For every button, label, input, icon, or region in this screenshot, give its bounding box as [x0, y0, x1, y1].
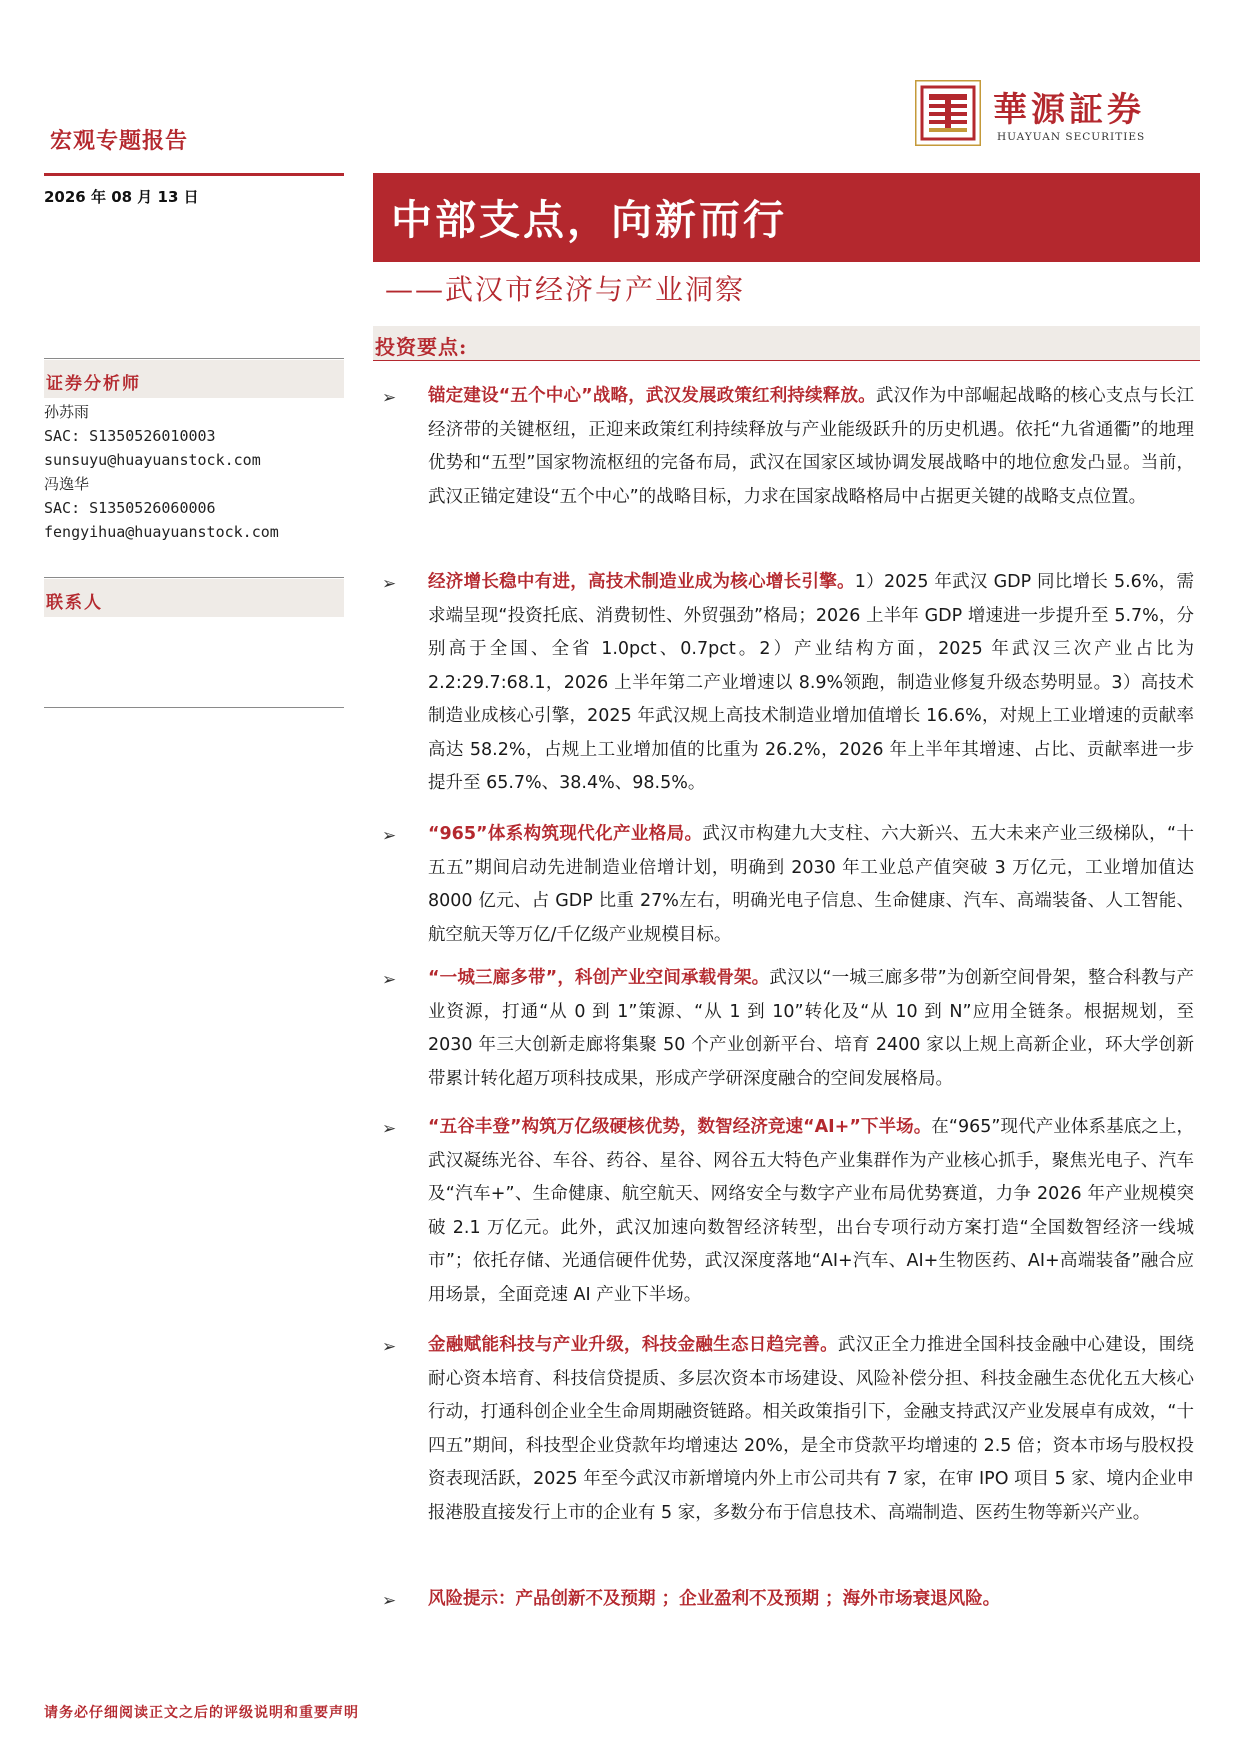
- arrow-bullet-icon: ➢: [382, 574, 397, 594]
- divider: [44, 707, 344, 708]
- analyst-name: 孙苏雨: [44, 403, 90, 421]
- risk-warning: [428, 1583, 1194, 1617]
- bullet-body: 武汉作为中部崛起战略的核心支点与长江经济带的关键枢纽，正迎来政策红利持续释放与产业能级跃升的历史机遇。依托“九省通衢”的地理优势和“五型”国家物流枢纽的完备布局，武汉在国家区域协调发展战略中的地位愈发凸显。当前，武汉正锚定建设“五个中心”的战略目标，力求在国家战略格局中占据更关键的战略支点位置。: [428, 386, 1194, 507]
- analyst-email[interactable]: sunsuyu@huayuanstock.com: [44, 451, 261, 469]
- arrow-bullet-icon: ➢: [382, 826, 397, 846]
- huayuan-logo-icon: [915, 80, 981, 146]
- brand-name: 華源証券: [993, 90, 1145, 130]
- bullet-item: [428, 566, 1194, 801]
- analyst-email[interactable]: fengyihua@huayuanstock.com: [44, 523, 279, 541]
- arrow-bullet-icon: ➢: [382, 970, 397, 990]
- bullet-lead: 金融赋能科技与产业升级，科技金融生态日趋完善。: [428, 1335, 838, 1355]
- title-bar: [373, 173, 1200, 262]
- analysts-heading: 证券分析师: [46, 374, 141, 394]
- arrow-bullet-icon: ➢: [382, 1591, 397, 1611]
- bullet-lead: “965”体系构筑现代化产业格局。: [428, 824, 703, 844]
- brand-name-en: HUAYUAN SECURITIES: [997, 131, 1146, 143]
- report-type: 宏观专题报告: [50, 128, 189, 154]
- contact-heading-bar: [44, 579, 344, 617]
- bullet-body: 在“965”现代产业体系基底之上，武汉凝练光谷、车谷、药谷、星谷、网谷五大特色产业集群作为产业核心抓手，聚焦光电子、汽车及“汽车+”、生命健康、航空航天、网络安全与数字产业布局优势赛道，力争 2026 年产业规模突破 2.1 万亿元。此外，武汉加速向数智经济转型，出台专项行动方案打造“全国数智经济一线城市”；依托存储、光通信硬件优势，武汉深度落地“AI+汽车、AI+生物医药、AI+高端装备”融合应用场景，全面竞速 AI 产业下半场。: [428, 1117, 1194, 1305]
- arrow-bullet-icon: ➢: [382, 388, 397, 408]
- bullet-item: [428, 818, 1194, 952]
- bullet-lead: 锚定建设“五个中心”战略，武汉发展政策红利持续释放。: [428, 386, 876, 406]
- bullet-lead: 经济增长稳中有进，高技术制造业成为核心增长引擎。: [428, 572, 855, 592]
- bullet-lead: “五谷丰登”构筑万亿级硬核优势，数智经济竞速“AI+”下半场。: [428, 1117, 932, 1137]
- arrow-bullet-icon: ➢: [382, 1119, 397, 1139]
- analyst-sac: SAC: S1350526010003: [44, 427, 216, 445]
- report-title: 中部支点，向新而行: [391, 196, 787, 244]
- analysts-heading-bar: [44, 360, 344, 398]
- section-heading: 投资要点:: [375, 335, 468, 359]
- report-date: 2026 年 08 月 13 日: [44, 188, 199, 206]
- brand-logo: [915, 80, 1175, 150]
- bullet-body: 武汉市构建九大支柱、六大新兴、五大未来产业三级梯队，“十五五”期间启动先进制造业倍增计划，明确到 2030 年工业总产值突破 3 万亿元，工业增加值达 8000 亿元、占 GDP 比重 27%左右，明确光电子信息、生命健康、汽车、高端装备、人工智能、航空航天等万亿/千亿级产业规模目标。: [428, 824, 1194, 945]
- bullet-item: [428, 962, 1194, 1096]
- contact-heading: 联系人: [46, 593, 103, 613]
- bullet-item: [428, 1329, 1194, 1530]
- analyst-name: 冯逸华: [44, 475, 90, 493]
- arrow-bullet-icon: ➢: [382, 1337, 397, 1357]
- divider: [44, 577, 344, 578]
- disclaimer-footer: 请务必仔细阅读正文之后的评级说明和重要声明: [44, 1705, 359, 1721]
- bullet-item: [428, 380, 1194, 514]
- bullet-body: 武汉正全力推进全国科技金融中心建设，围绕耐心资本培育、科技信贷提质、多层次资本市场建设、风险补偿分担、科技金融生态优化五大核心行动，打通科创企业全生命周期融资链路。相关政策指引下，金融支持武汉产业发展卓有成效，“十四五”期间，科技型企业贷款年均增速达 20%，是全市贷款平均增速的 2.5 倍；资本市场与股权投资表现活跃，2025 年至今武汉市新增境内外上市公司共有 7 家，在审 IPO 项目 5 家、境内企业申报港股直接发行上市的企业有 5 家，多数分布于信息技术、高端制造、医药生物等新兴产业。: [428, 1335, 1195, 1523]
- bullet-lead: 风险提示：产品创新不及预期 ；企业盈利不及预期 ；海外市场衰退风险。: [428, 1589, 1001, 1609]
- analyst-card: [44, 400, 279, 544]
- bullet-body: 1）2025 年武汉 GDP 同比增长 5.6%，需求端呈现“投资托底、消费韧性、外贸强劲”格局；2026 上半年 GDP 增速进一步提升至 5.7%，分别高于全国、全省 1.0pct、0.7pct。2）产业结构方面，2025 年武汉三次产业占比为 2.2:29.7:68.1，2026 上半年第二产业增速以 8.9%领跑，制造业修复升级态势明显。3）高技术制造业成核心引擎，2025 年武汉规上高技术制造业增加值增长 16.6%，对规上工业增速的贡献率高达 58.2%，占规上工业增加值的比重为 26.2%，2026 年上半年其增速、占比、贡献率进一步提升至 65.7%、38.4%、98.5%。: [428, 572, 1195, 793]
- bullet-lead: “一城三廊多带”，科创产业空间承载骨架。: [428, 968, 770, 988]
- bullet-body: 武汉以“一城三廊多带”为创新空间骨架，整合科教与产业资源，打通“从 0 到 1”策源、“从 1 到 10”转化及“从 10 到 N”应用全链条。根据规划，至 2030 年三大创新走廊将集聚 50 个产业创新平台、培育 2400 家以上规上高新企业，环大学创新带累计转化超万项科技成果，形成产学研深度融合的空间发展格局。: [428, 968, 1194, 1089]
- section-heading-bar: [373, 326, 1200, 361]
- divider: [44, 358, 344, 359]
- header-divider: [44, 173, 344, 176]
- report-subtitle: ——武汉市经济与产业洞察: [385, 273, 746, 306]
- bullet-item: [428, 1111, 1194, 1312]
- analyst-sac: SAC: S1350526060006: [44, 499, 216, 517]
